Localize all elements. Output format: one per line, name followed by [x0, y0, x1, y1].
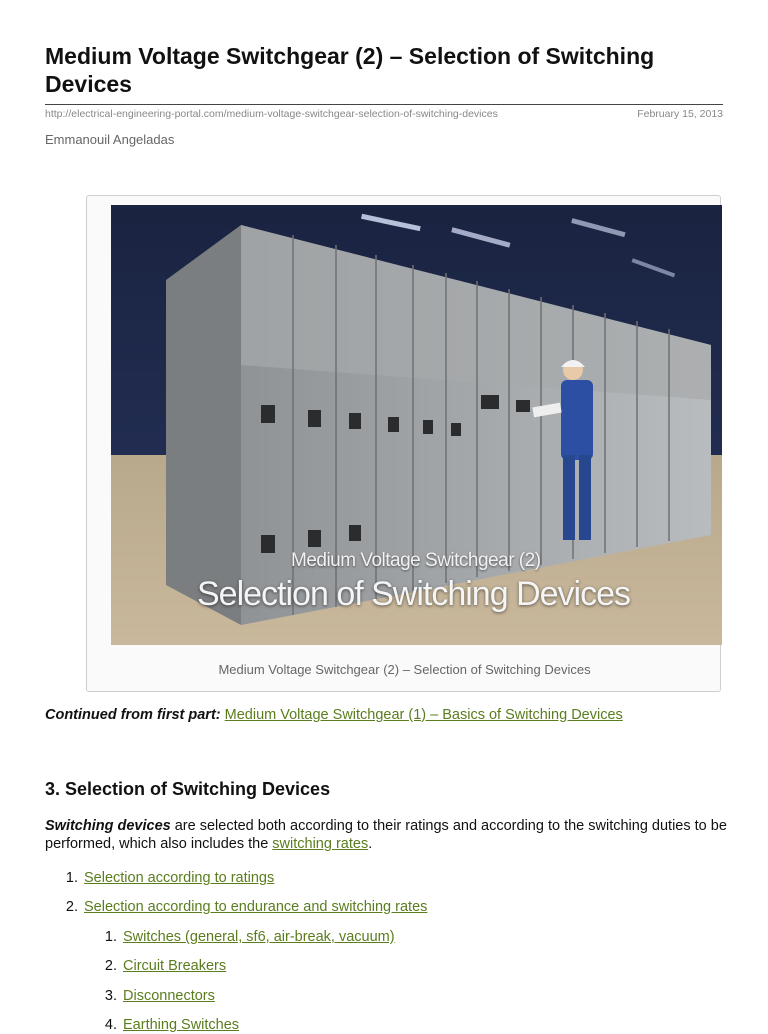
list-number: 2.	[65, 899, 78, 915]
circuit-breakers-link[interactable]: Circuit Breakers	[123, 958, 227, 974]
image-overlay-subtitle: Medium Voltage Switchgear (2)	[291, 550, 541, 571]
earthing-switches-link[interactable]: Earthing Switches	[123, 1017, 240, 1033]
figure-caption: Medium Voltage Switchgear (2) – Selection of Switching Devices	[218, 662, 591, 677]
list-item	[56, 869, 274, 887]
list-number: 3.	[104, 988, 117, 1004]
list-item	[95, 987, 215, 1005]
featured-figure	[86, 195, 721, 692]
list-item	[56, 898, 427, 916]
intro-paragraph	[45, 817, 735, 853]
title-divider	[45, 104, 723, 105]
image-overlay-title: Selection of Switching Devices	[197, 575, 631, 613]
switching-rates-link[interactable]: switching rates	[272, 836, 369, 852]
intro-end: .	[368, 836, 373, 852]
author-name: Emmanouil Angeladas	[45, 132, 175, 147]
list-item	[95, 957, 226, 975]
continued-note	[45, 707, 623, 723]
intro-bold-term: Switching devices	[45, 818, 171, 834]
page-title: Medium Voltage Switchgear (2) – Selection of Switching Devices	[45, 43, 655, 97]
list-number: 2.	[104, 958, 117, 974]
endurance-link[interactable]: Selection according to endurance and switching rates	[84, 899, 428, 915]
disconnectors-link[interactable]: Disconnectors	[123, 988, 215, 1004]
post-date: February 15, 2013	[637, 108, 723, 120]
continued-label: Continued from first part:	[45, 707, 221, 723]
list-number: 1.	[65, 870, 78, 886]
list-item	[95, 928, 395, 946]
switchgear-photo	[111, 205, 722, 645]
switches-link[interactable]: Switches (general, sf6, air-break, vacuum)	[123, 929, 395, 945]
intro-text: are selected both according to their ratings and according to the switching duties to be performed, which also includes the	[45, 818, 727, 852]
ratings-link[interactable]: Selection according to ratings	[84, 870, 275, 886]
list-number: 1.	[104, 929, 117, 945]
part-one-link[interactable]: Medium Voltage Switchgear (1) – Basics of Switching Devices	[224, 707, 623, 723]
list-item	[95, 1016, 239, 1034]
list-number: 4.	[104, 1017, 117, 1033]
source-url[interactable]: http://electrical-engineering-portal.com/medium-voltage-switchgear-selection-of-switching-devices	[45, 108, 498, 120]
section-heading: 3. Selection of Switching Devices	[45, 779, 331, 799]
